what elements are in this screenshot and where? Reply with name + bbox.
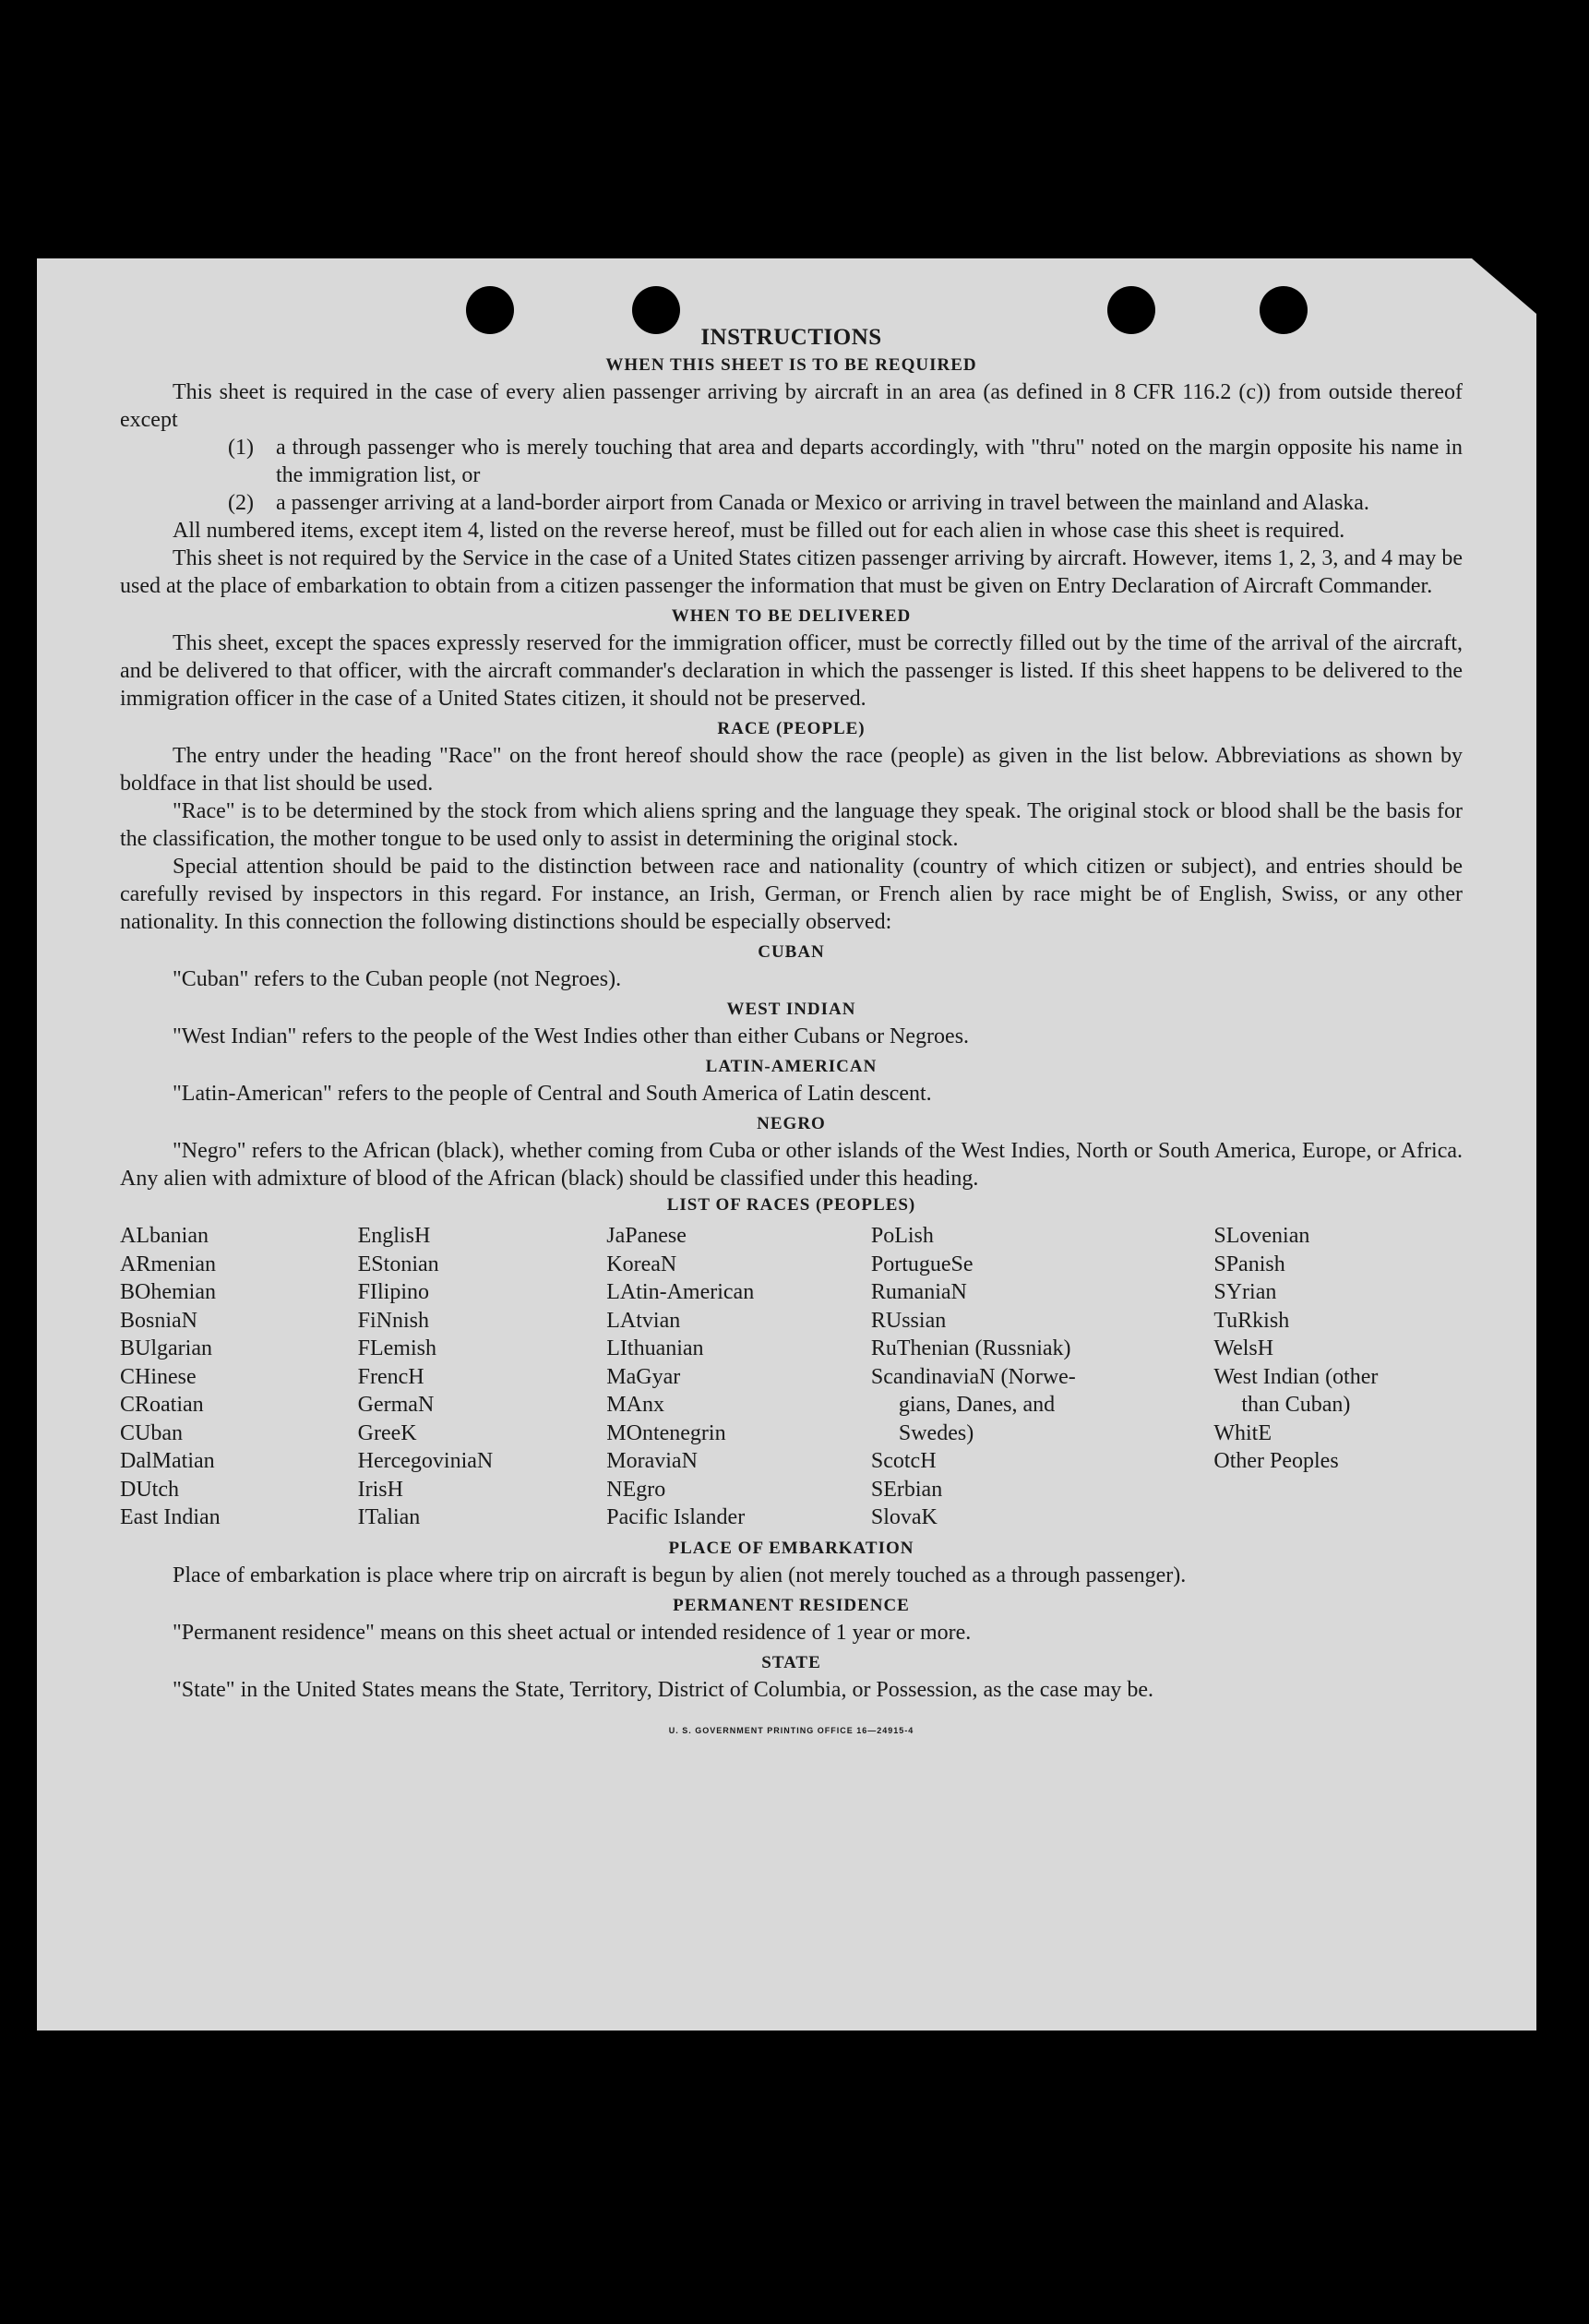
race-entry: ScandinaviaN (Norwe- bbox=[870, 1364, 1076, 1389]
paragraph: This sheet, except the spaces expressly reserved for the immigration officer, must be correctly filled out by the time of the arrival of the aircraft, and be delivered to that officer, with the aircraft commander's declaration in which the passenger is listed. If this sheet happens to be delivered to the immigration officer in the case of a United States citizen, it should not be preserved. bbox=[120, 631, 1463, 711]
race-entry: CUban bbox=[120, 1420, 183, 1445]
heading-latin-american: LATIN-AMERICAN bbox=[705, 1057, 878, 1076]
paragraph: All numbered items, except item 4, listed on the reverse hereof, must be filled out for each alien in whose case this sheet is required. bbox=[173, 519, 1345, 543]
document-sheet bbox=[37, 258, 1536, 2031]
item-text: a passenger arriving at a land-border airport from Canada or Mexico or arriving in travel between the mainland and Alaska. bbox=[276, 491, 1369, 515]
heading-embarkation: PLACE OF EMBARKATION bbox=[668, 1538, 914, 1558]
races-column bbox=[358, 1222, 607, 1532]
heading-race: RACE (PEOPLE) bbox=[717, 719, 866, 738]
race-entry: LAtin-American bbox=[606, 1280, 755, 1304]
race-entry: WhitE bbox=[1213, 1420, 1272, 1445]
race-entry: RuThenian (Russniak) bbox=[870, 1336, 1071, 1360]
item-number: (2) bbox=[228, 491, 254, 515]
race-entry: SLovenian bbox=[1213, 1224, 1310, 1248]
race-entry: than Cuban) bbox=[1241, 1393, 1351, 1417]
race-entry: ITalian bbox=[357, 1505, 421, 1529]
heading-negro: NEGRO bbox=[757, 1114, 826, 1133]
page-title: INSTRUCTIONS bbox=[700, 325, 882, 350]
race-entry: ScotcH bbox=[870, 1449, 937, 1473]
race-entry: BosniaN bbox=[120, 1308, 197, 1333]
race-entry: DalMatian bbox=[120, 1449, 215, 1473]
race-entry: MaGyar bbox=[606, 1364, 681, 1389]
item-text: a through passenger who is merely touching that area and departs accordingly, with "thru" noted on the margin opposite his name in the immigration list, or bbox=[276, 436, 1463, 487]
race-entry: GreeK bbox=[357, 1420, 417, 1445]
race-entry: HercegoviniaN bbox=[357, 1449, 494, 1473]
race-entry: East Indian bbox=[120, 1505, 221, 1529]
race-entry: BUlgarian bbox=[120, 1336, 212, 1360]
paragraph: "Race" is to be determined by the stock from which aliens spring and the language they speak. The original stock or blood shall be the basis for the classification, the mother tongue to be used only to assist in determining the original stock. bbox=[120, 799, 1463, 851]
races-column bbox=[120, 1222, 358, 1532]
paragraph: Place of embarkation is place where trip on aircraft is begun by alien (not merely touched as a through passenger). bbox=[173, 1563, 1187, 1587]
race-entry: SYrian bbox=[1213, 1280, 1277, 1304]
race-entry: West Indian (other bbox=[1213, 1364, 1379, 1389]
torn-corner bbox=[1472, 258, 1536, 314]
race-entry: ARmenian bbox=[120, 1252, 216, 1276]
race-entry: GermaN bbox=[357, 1393, 435, 1417]
race-entry: DUtch bbox=[120, 1477, 179, 1502]
race-entry: FLemish bbox=[357, 1336, 436, 1360]
races-column bbox=[871, 1222, 1213, 1532]
paragraph: This sheet is not required by the Service in the case of a United States citizen passenger arriving by aircraft. However, items 1, 2, 3, and 4 may be used at the place of embarkation to obtain from a citizen passenger the information that must be given on Entry Declaration of Aircraft Commander. bbox=[120, 546, 1463, 598]
race-entry: gians, Danes, and bbox=[898, 1393, 1056, 1417]
paragraph: This sheet is required in the case of every alien passenger arriving by aircraft in an area (as defined in 8 CFR 116.2 (c)) from outside thereof except bbox=[120, 380, 1463, 432]
paragraph: The entry under the heading "Race" on the front hereof should show the race (people) as given in the list below. Abbreviations as shown by boldface in that list should be used. bbox=[120, 744, 1463, 796]
item-number: (1) bbox=[228, 436, 254, 460]
race-entry: NEgro bbox=[606, 1477, 666, 1502]
paragraph: "Latin-American" refers to the people of Central and South America of Latin descent. bbox=[173, 1082, 932, 1106]
race-entry: JaPanese bbox=[606, 1224, 687, 1248]
list-item bbox=[228, 489, 1463, 517]
race-entry: MAnx bbox=[606, 1393, 664, 1417]
races-list bbox=[120, 1222, 1463, 1532]
paragraph: "State" in the United States means the State, Territory, District of Columbia, or Possession, as the case may be. bbox=[173, 1677, 1154, 1702]
race-entry: IrisH bbox=[357, 1477, 403, 1502]
paragraph: "Negro" refers to the African (black), whether coming from Cuba or other islands of the West Indies, North or South America, Europe, or Africa. Any alien with admixture of blood of the African (black) should be classified under this heading. bbox=[120, 1139, 1463, 1191]
race-entry: Other Peoples bbox=[1213, 1449, 1339, 1473]
heading-cuban: CUBAN bbox=[758, 942, 825, 962]
paragraph: "West Indian" refers to the people of the West Indies other than either Cubans or Negroes. bbox=[173, 1024, 970, 1048]
heading-permanent-residence: PERMANENT RESIDENCE bbox=[673, 1595, 910, 1615]
race-entry: MOntenegrin bbox=[606, 1420, 726, 1445]
heading-west-indian: WEST INDIAN bbox=[726, 1000, 856, 1019]
race-entry: ALbanian bbox=[120, 1224, 209, 1248]
race-entry: KoreaN bbox=[606, 1252, 677, 1276]
race-entry: MoraviaN bbox=[606, 1449, 698, 1473]
heading-state: STATE bbox=[761, 1652, 821, 1672]
races-column bbox=[1213, 1222, 1463, 1532]
heading-list-of-races: LIST OF RACES (PEOPLES) bbox=[666, 1195, 916, 1215]
paragraph: "Permanent residence" means on this sheet actual or intended residence of 1 year or more. bbox=[173, 1620, 972, 1645]
race-entry: EStonian bbox=[357, 1252, 439, 1276]
races-column bbox=[606, 1222, 871, 1532]
heading-when-required: WHEN THIS SHEET IS TO BE REQUIRED bbox=[605, 355, 977, 375]
document-body bbox=[120, 323, 1463, 1744]
paragraph: "Cuban" refers to the Cuban people (not Negroes). bbox=[173, 967, 622, 991]
race-entry: LAtvian bbox=[606, 1308, 681, 1333]
race-entry: LIthuanian bbox=[606, 1336, 704, 1360]
race-entry: PoLish bbox=[870, 1224, 934, 1248]
race-entry: FIlipino bbox=[357, 1280, 429, 1304]
race-entry: TuRkish bbox=[1213, 1308, 1290, 1333]
race-entry: Pacific Islander bbox=[606, 1505, 746, 1529]
race-entry: PortugueSe bbox=[870, 1252, 974, 1276]
race-entry: SErbian bbox=[870, 1477, 943, 1502]
printer-imprint: U. S. GOVERNMENT PRINTING OFFICE 16—24915-4 bbox=[668, 1725, 914, 1735]
race-entry: WelsH bbox=[1213, 1336, 1274, 1360]
race-entry: EnglisH bbox=[357, 1224, 431, 1248]
race-entry: CHinese bbox=[120, 1364, 197, 1389]
list-item bbox=[228, 434, 1463, 489]
race-entry: SlovaK bbox=[870, 1505, 938, 1529]
race-entry: SPanish bbox=[1213, 1252, 1285, 1276]
paragraph: Special attention should be paid to the distinction between race and nationality (country of which citizen or subject), and entries should be carefully revised by inspectors in this regard. For instance, an Irish, German, or French alien by race might be of English, Swiss, or any other nationality. In this connection the following distinctions should be especially observed: bbox=[120, 855, 1463, 934]
heading-when-delivered: WHEN TO BE DELIVERED bbox=[671, 606, 912, 626]
race-entry: FrencH bbox=[357, 1364, 424, 1389]
race-entry: BOhemian bbox=[120, 1280, 216, 1304]
race-entry: RumaniaN bbox=[870, 1280, 967, 1304]
race-entry: FiNnish bbox=[357, 1308, 429, 1333]
race-entry: CRoatian bbox=[120, 1393, 204, 1417]
race-entry: RUssian bbox=[870, 1308, 947, 1333]
race-entry: Swedes) bbox=[898, 1420, 974, 1445]
